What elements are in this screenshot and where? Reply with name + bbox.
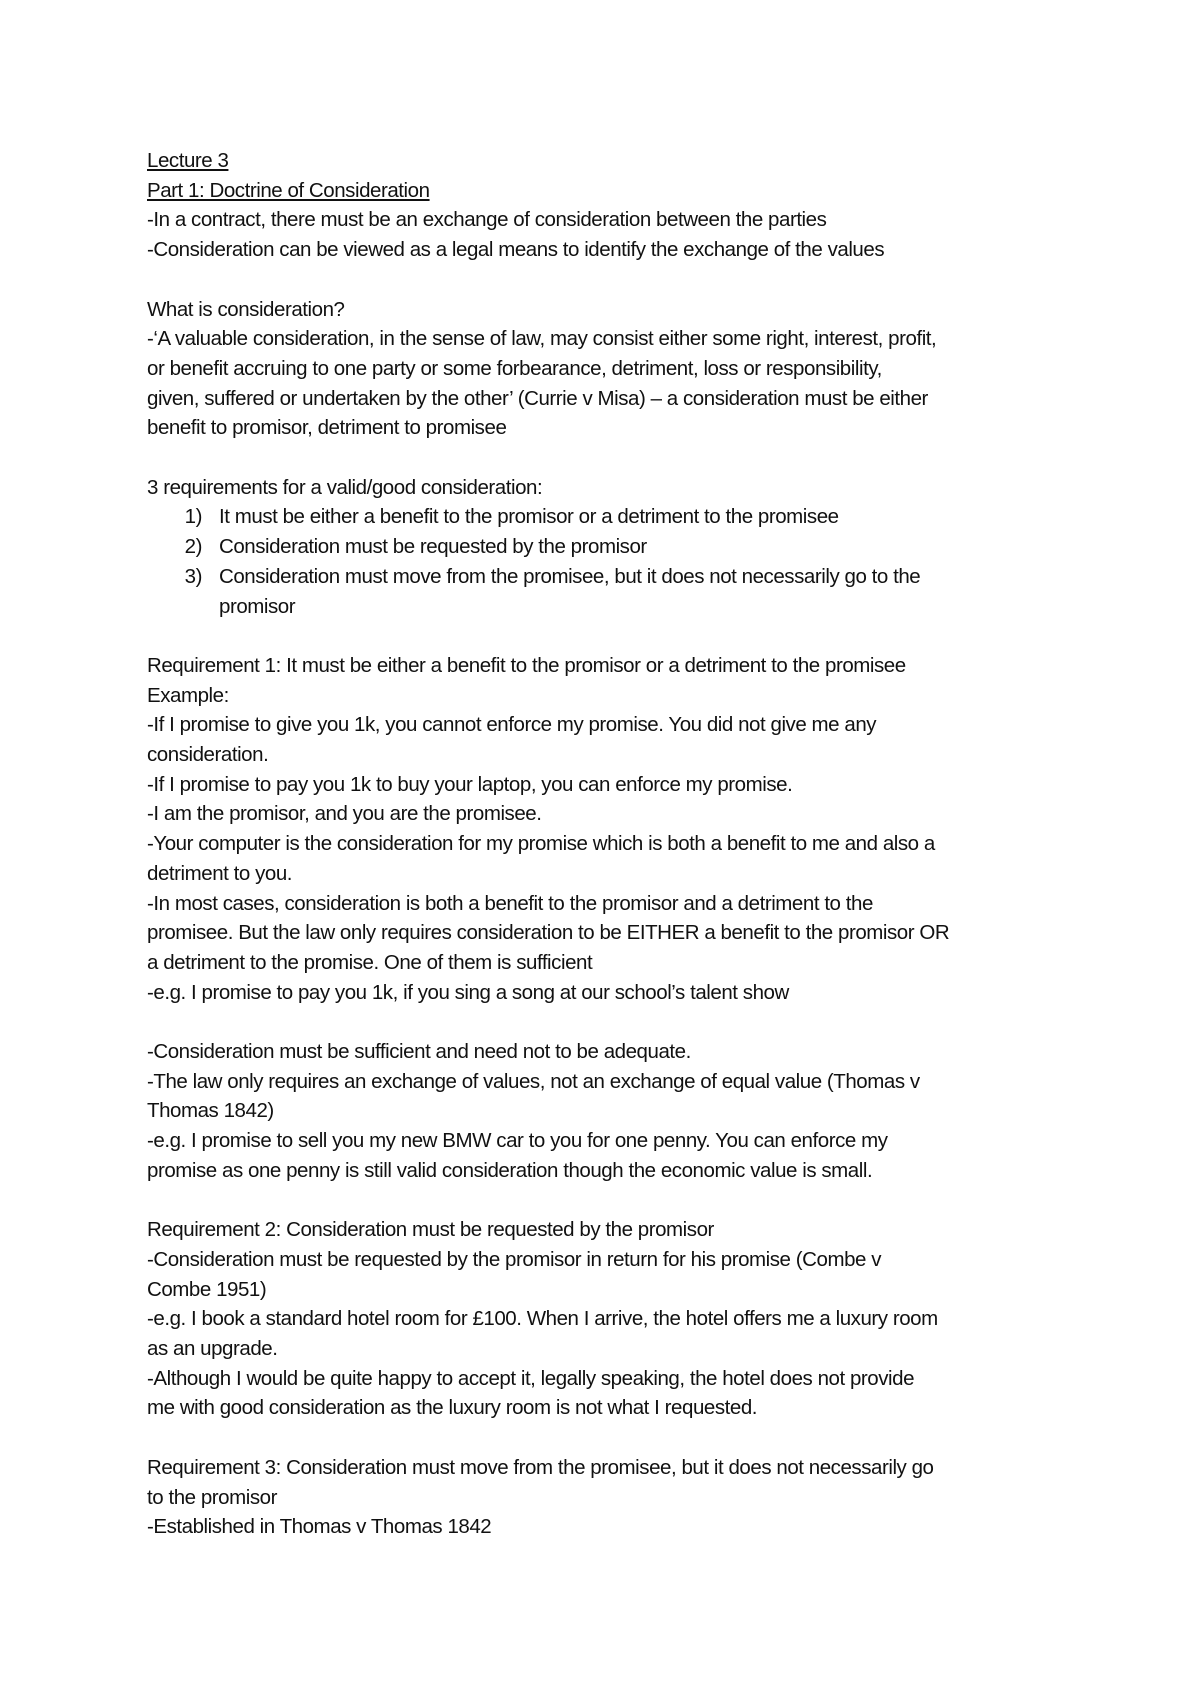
list-number: 1) <box>184 505 202 529</box>
req1-line: Thomas 1842) <box>147 1099 274 1123</box>
paragraph-gap <box>147 1423 1077 1453</box>
list-number: 3) <box>184 564 202 588</box>
definition-line: -‘A valuable consideration, in the sense of law, may consist either some right, interest, profit, <box>147 327 937 351</box>
req3-line: -Established in Thomas v Thomas 1842 <box>147 1515 492 1539</box>
intro-line: -Consideration can be viewed as a legal means to identify the exchange of the values <box>147 238 885 262</box>
req1-line: -e.g. I promise to sell you my new BMW car to you for one penny. You can enforce my <box>147 1129 888 1153</box>
definition-line: given, suffered or undertaken by the other’ (Currie v Misa) – a consideration must be either <box>147 386 928 410</box>
req1-line: -Your computer is the consideration for my promise which is both a benefit to me and also a <box>147 832 935 856</box>
req2-line: me with good consideration as the luxury room is not what I requested. <box>147 1396 758 1420</box>
definition-line: or benefit accruing to one party or some forbearance, detriment, loss or responsibility, <box>147 356 882 380</box>
req1-line: -If I promise to give you 1k, you cannot enforce my promise. You did not give me any <box>147 713 877 737</box>
req2-line: as an upgrade. <box>147 1337 278 1361</box>
lecture-heading: Lecture 3 <box>147 149 229 172</box>
req2-line: -e.g. I book a standard hotel room for £100. When I arrive, the hotel offers me a luxury room <box>147 1307 938 1331</box>
req1-line: -e.g. I promise to pay you 1k, if you sing a song at our school’s talent show <box>147 980 789 1004</box>
req1-line: promisee. But the law only requires consideration to be EITHER a benefit to the promisor OR <box>147 921 950 945</box>
document-page <box>147 146 1077 1542</box>
intro-line: -In a contract, there must be an exchange of consideration between the parties <box>147 208 827 232</box>
req1-line: -I am the promisor, and you are the promisee. <box>147 802 542 826</box>
requirement-list-item <box>147 502 1077 532</box>
paragraph-gap <box>147 265 1077 295</box>
req1-line: consideration. <box>147 743 269 767</box>
list-number: 2) <box>184 535 202 559</box>
requirement-list-item <box>147 562 1077 592</box>
paragraph-gap <box>147 443 1077 473</box>
requirement-3-title-cont: to the promisor <box>147 1485 277 1509</box>
req2-line: Combe 1951) <box>147 1277 267 1301</box>
paragraph-gap <box>147 1007 1077 1037</box>
list-item-text: Consideration must be requested by the promisor <box>219 535 647 559</box>
definition-line: benefit to promisor, detriment to promisee <box>147 416 507 440</box>
list-item-text: Consideration must move from the promisee, but it does not necessarily go to the <box>219 564 921 588</box>
req2-line: -Consideration must be requested by the promisor in return for his promise (Combe v <box>147 1247 882 1271</box>
req2-line: -Although I would be quite happy to accept it, legally speaking, the hotel does not provide <box>147 1366 915 1390</box>
req1-line: Example: <box>147 683 229 707</box>
list-item-continuation: promisor <box>219 594 296 618</box>
requirement-2-title: Requirement 2: Consideration must be requested by the promisor <box>147 1218 714 1242</box>
req1-line: promise as one penny is still valid consideration though the economic value is small. <box>147 1158 873 1182</box>
req1-line: -If I promise to pay you 1k to buy your laptop, you can enforce my promise. <box>147 772 793 796</box>
req1-line: -In most cases, consideration is both a benefit to the promisor and a detriment to the <box>147 891 873 915</box>
req1-line: a detriment to the promise. One of them is sufficient <box>147 950 593 974</box>
paragraph-gap <box>147 1186 1077 1216</box>
part-title: Part 1: Doctrine of Consideration <box>147 178 430 202</box>
list-item-text: It must be either a benefit to the promisor or a detriment to the promisee <box>219 505 839 529</box>
req1-line: -Consideration must be sufficient and need not to be adequate. <box>147 1040 691 1064</box>
requirements-intro: 3 requirements for a valid/good consideration: <box>147 475 543 499</box>
requirement-1-title: Requirement 1: It must be either a benefit to the promisor or a detriment to the promisee <box>147 653 906 677</box>
requirement-list-item <box>147 532 1077 562</box>
req1-line: -The law only requires an exchange of values, not an exchange of equal value (Thomas v <box>147 1069 920 1093</box>
what-is-question: What is consideration? <box>147 297 345 321</box>
req1-line: detriment to you. <box>147 861 293 885</box>
paragraph-gap <box>147 621 1077 651</box>
requirement-3-title: Requirement 3: Consideration must move from the promisee, but it does not necessarily go <box>147 1455 934 1479</box>
